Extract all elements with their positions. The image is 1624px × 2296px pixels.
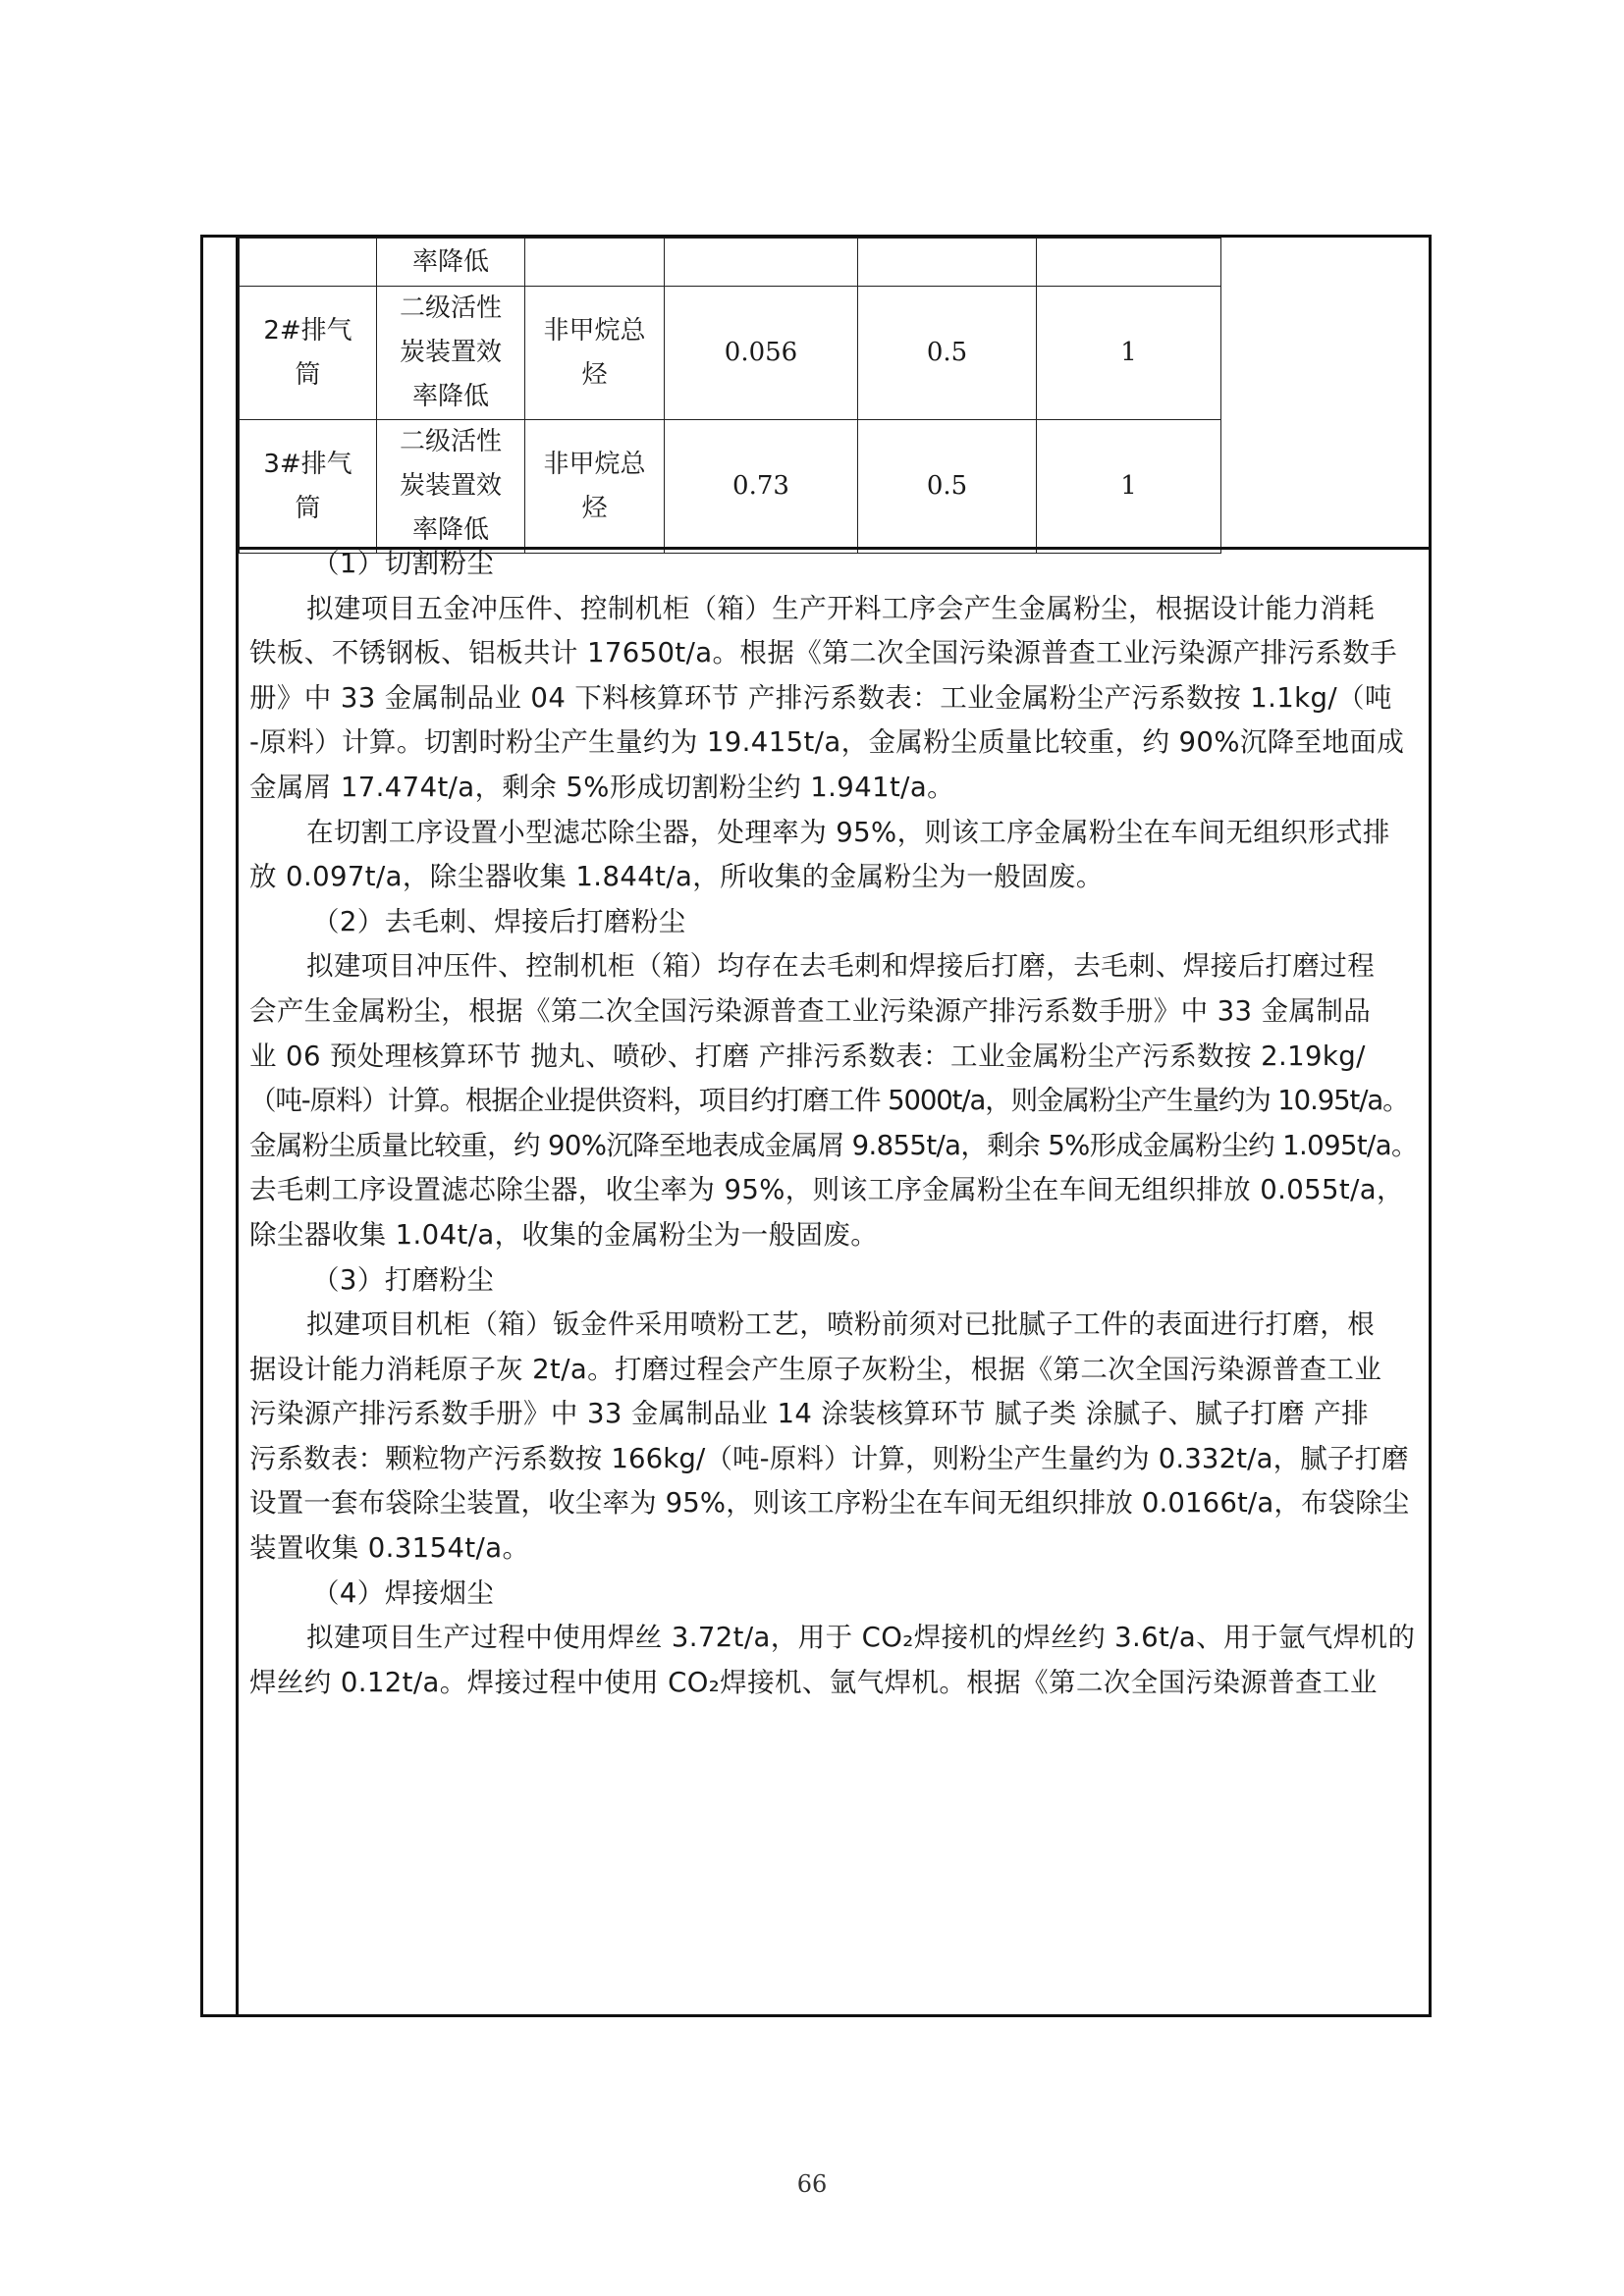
text-line: 铁板、不锈钢板、铝板共计 17650t/a。根据《第二次全国污染源普查工业污染源产排污系数手 [249,637,1398,669]
document-body [249,542,1420,1705]
text-line: 拟建项目五金冲压件、控制机柜（箱）生产开料工序会产生金属粉尘，根据设计能力消耗 [306,592,1376,624]
cell-outlet [240,239,377,287]
abnormal-emission-table [239,238,1221,554]
cell-limit [858,239,1037,287]
text-line: 焊丝约 0.12t/a。焊接过程中使用 CO₂焊接机、氩气焊机。根据《第二次全国污染源普查工业 [249,1666,1378,1698]
text-line: 业 06 预处理核算环节 抛丸、喷砂、打磨 产排污系数表：工业金属粉尘产污系数按 2.19kg/ [249,1040,1366,1072]
text-line: 拟建项目生产过程中使用焊丝 3.72t/a，用于 CO₂焊接机的焊丝约 3.6t/a、用于氩气焊机的 [306,1622,1416,1654]
cell-outlet: 2#排气 筒 [240,287,377,420]
cell-pollutant: 非甲烷总 烃 [525,287,665,420]
text-line: 去毛刺工序设置滤芯除尘器，收尘率为 95%，则该工序金属粉尘在车间无组织排放 0.055t/a， [249,1174,1404,1206]
cell-pollutant: 非甲烷总 烃 [525,420,665,554]
cell-measure: 二级活性 炭装置效 率降低 [377,287,525,420]
text-line: 拟建项目冲压件、控制机柜（箱）均存在去毛刺和焊接后打磨，去毛刺、焊接后打磨过程 [306,950,1376,983]
cell-multiple [1037,239,1221,287]
cell-rate: 0.73 [665,420,858,554]
text-line: 污系数表：颗粒物产污系数按 166kg/（吨-原料）计算，则粉尘产生量约为 0.332t/a，腻子打磨 [249,1442,1409,1474]
text-line: 放 0.097t/a，除尘器收集 1.844t/a，所收集的金属粉尘为一般固废。 [249,861,1104,893]
paragraph [249,1616,1420,1705]
paragraph [249,587,1420,811]
text-line: 金属屑 17.474t/a，剩余 5%形成切割粉尘约 1.941t/a。 [249,771,954,803]
section-heading-cutting-dust: （1）切割粉尘 [312,548,495,579]
text-line: 污染源产排污系数手册》中 33 金属制品业 14 涂装核算环节 腻子类 涂腻子、腻子打磨 产排 [249,1398,1369,1430]
table-row [240,287,1221,420]
paragraph [249,811,1420,900]
cell-limit: 0.5 [858,420,1037,554]
paragraph [249,944,1420,1257]
cell-outlet: 3#排气 筒 [240,420,377,554]
section-heading-deburr-grinding-dust: （2）去毛刺、焊接后打磨粉尘 [312,905,686,937]
text-line: 据设计能力消耗原子灰 2t/a。打磨过程会产生原子灰粉尘，根据《第二次全国污染源普查工业 [249,1353,1382,1385]
table-row [240,239,1221,287]
cell-measure: 率降低 [377,239,525,287]
cell-multiple: 1 [1037,420,1221,554]
text-line: -原料）计算。切割时粉尘产生量约为 19.415t/a，金属粉尘质量比较重，约 90%沉降至地面成 [249,726,1405,759]
text-line: 装置收集 0.3154t/a。 [249,1532,530,1565]
text-line: 除尘器收集 1.04t/a，收集的金属粉尘为一般固废。 [249,1218,879,1251]
paragraph [249,1303,1420,1572]
text-line: 册》中 33 金属制品业 04 下料核算环节 产排污系数表：工业金属粉尘产污系数按 1.1kg/（吨 [249,681,1392,714]
cell-rate [665,239,858,287]
emission-table-wrapper [239,238,1429,554]
text-line: 拟建项目机柜（箱）钣金件采用喷粉工艺，喷粉前须对已批腻子工件的表面进行打磨，根 [306,1308,1376,1341]
table-row [240,420,1221,554]
cell-rate: 0.056 [665,287,858,420]
cell-pollutant [525,239,665,287]
cell-measure: 二级活性 炭装置效 率降低 [377,420,525,554]
section-heading-welding-fume: （4）焊接烟尘 [312,1576,495,1609]
text-line: 会产生金属粉尘，根据《第二次全国污染源普查工业污染源产排污系数手册》中 33 金属制品 [249,994,1372,1027]
text-line: 在切割工序设置小型滤芯除尘器，处理率为 95%，则该工序金属粉尘在车间无组织形式排 [306,816,1390,848]
text-line: 设置一套布袋除尘装置，收尘率为 95%，则该工序粉尘在车间无组织排放 0.0166t/a，布袋除尘 [249,1487,1410,1520]
section-heading-grinding-dust: （3）打磨粉尘 [312,1263,495,1296]
text-line: （吨-原料）计算。根据企业提供资料，项目约打磨工件 5000t/a，则金属粉尘产生量约为 10.95t/a。 [249,1085,1409,1117]
text-line: 金属粉尘质量比较重，约 90%沉降至地表成金属屑 9.855t/a，剩余 5%形成金属粉尘约 1.095t/a。 [249,1129,1418,1161]
page-number: 66 [796,2170,828,2198]
cell-multiple: 1 [1037,287,1221,420]
cell-limit: 0.5 [858,287,1037,420]
